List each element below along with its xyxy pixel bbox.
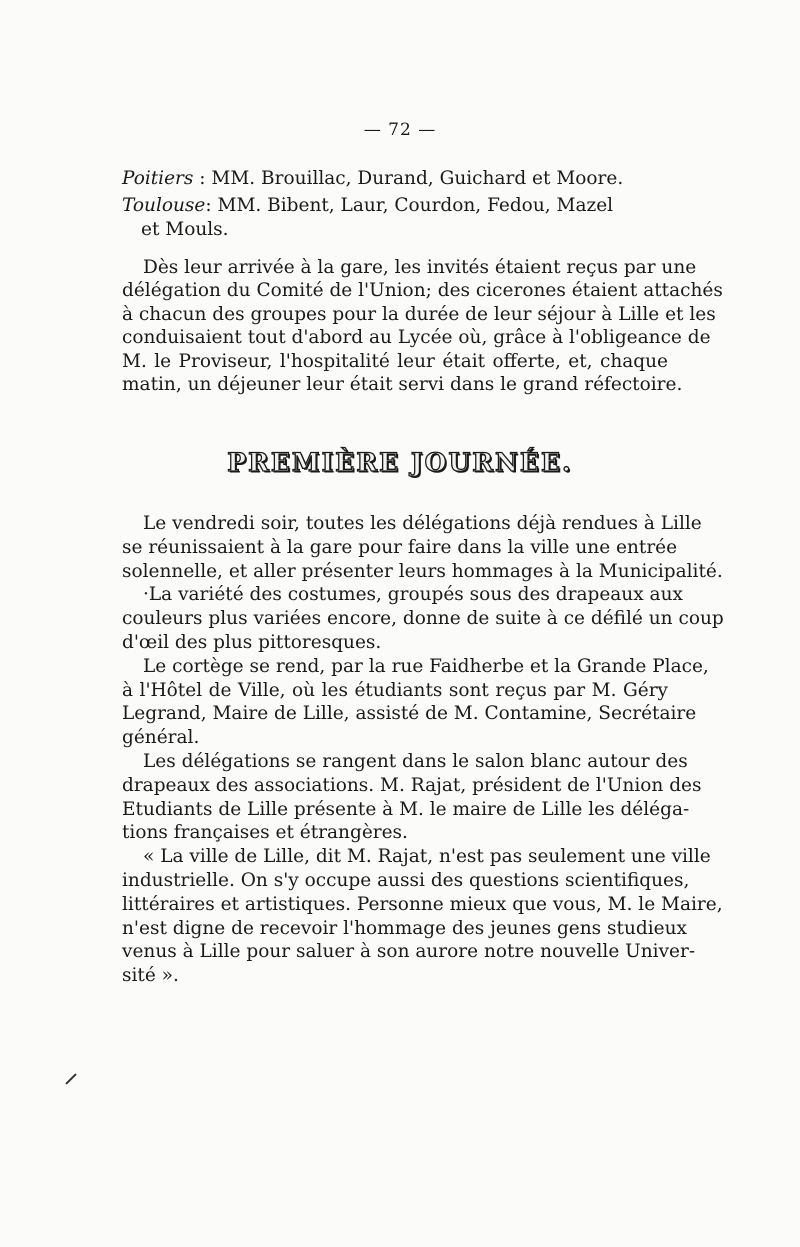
text-line: Legrand, Maire de Lille, assisté de M. Contamine, Secrétaire (122, 703, 697, 725)
attendee-list (122, 165, 668, 241)
paragraph (122, 583, 724, 654)
section-heading: PREMIÈRE JOURNÉE. (227, 448, 573, 477)
text-line: venus à Lille pour saluer à son aurore notre nouvelle Univer- (122, 941, 696, 963)
text-line: Les délégations se rangent dans le salon blanc autour des (143, 750, 688, 772)
text-line: matin, un déjeuner leur était servi dans le grand réfectoire. (122, 374, 683, 396)
text-line: « La ville de Lille, dit M. Rajat, n'est pas seulement une ville (143, 846, 711, 868)
separator: : (205, 195, 218, 216)
attendee-names-continued: et Mouls. (141, 219, 229, 240)
text-line: drapeaux des associations. M. Rajat, président de l'Union des (122, 774, 702, 796)
text-line: d'œil des plus pittoresques. (122, 631, 382, 653)
text-line: tions françaises et étrangères. (122, 822, 408, 844)
paragraph (122, 845, 723, 988)
paragraph (122, 512, 723, 583)
text-line: à chacun des groupes pour la durée de leur séjour à Lille et les (122, 303, 716, 325)
text-line: littéraires et artistiques. Personne mieux que vous, M. le Maire, (122, 893, 723, 915)
paragraph (122, 655, 709, 750)
text-line: à l'Hôtel de Ville, où les étudiants sont reçus par M. Géry (122, 679, 668, 701)
intro-paragraph (122, 256, 723, 396)
attendee-names: MM. Bibent, Laur, Courdon, Fedou, Mazel (217, 195, 614, 216)
text-line: se réunissaient à la gare pour faire dans la ville une entrée (122, 536, 678, 558)
text-line: ·La variété des costumes, groupés sous des drapeaux aux (143, 584, 683, 606)
paragraph (122, 750, 702, 845)
section-heading-wrap (0, 448, 800, 477)
body-text (122, 512, 724, 988)
text-line: Etudiants de Lille présente à M. le maire de Lille les déléga- (122, 798, 690, 820)
text-line: solennelle, et aller présenter leurs hommages à la Municipalité. (122, 560, 723, 582)
place-name: Poitiers (122, 168, 194, 189)
attendee-entry-toulouse (122, 192, 668, 219)
text-line: délégation du Comité de l'Union; des cicerones étaient attachés (122, 280, 723, 302)
attendee-entry-poitiers (122, 165, 668, 192)
text-line: Le vendredi soir, toutes les délégations déjà rendues à Lille (143, 513, 702, 534)
text-line: Le cortège se rend, par la rue Faidherbe et la Grande Place, (143, 655, 709, 677)
text-line: Dès leur arrivée à la gare, les invités étaient reçus par une (143, 257, 697, 278)
text-line: conduisaient tout d'abord au Lycée où, grâce à l'obligeance de (122, 327, 711, 349)
separator: : (193, 168, 212, 189)
ink-mark (65, 1073, 76, 1084)
text-line: couleurs plus variées encore, donne de suite à ce défilé un coup (122, 608, 724, 630)
attendee-names: MM. Brouillac, Durand, Guichard et Moore. (211, 168, 624, 189)
page-number: — 72 — (363, 120, 437, 140)
place-name: Toulouse (122, 195, 206, 216)
text-line: industrielle. On s'y occupe aussi des questions scientifiques, (122, 869, 690, 891)
text-line: M. le Proviseur, l'hospitalité leur était offerte, et, chaque (122, 350, 668, 372)
text-line: n'est digne de recevoir l'hommage des jeunes gens studieux (122, 917, 687, 939)
text-line: sité ». (122, 965, 179, 987)
text-line: général. (122, 727, 200, 749)
